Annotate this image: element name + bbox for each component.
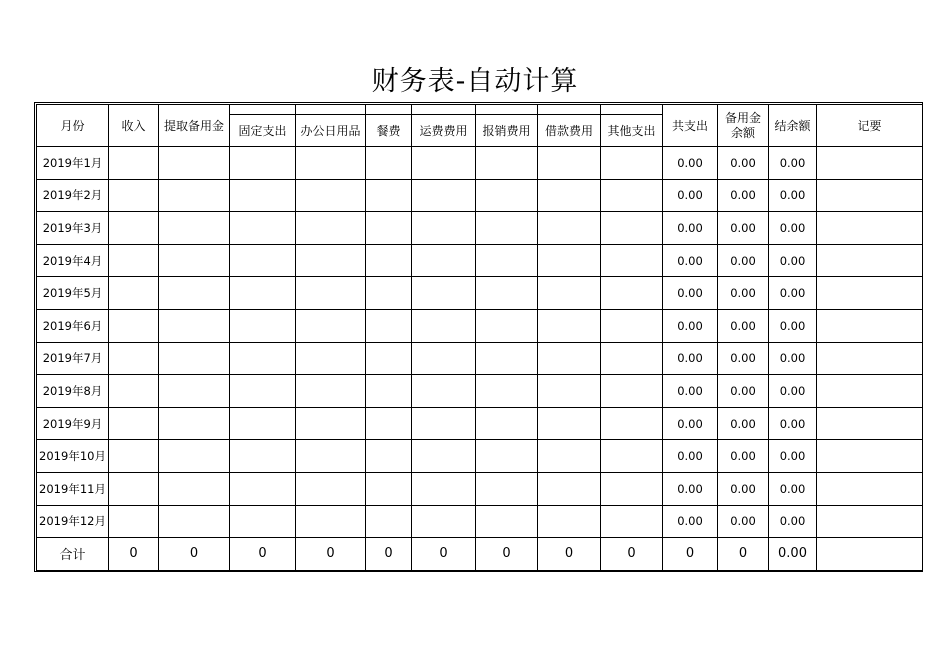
reimburse-cell[interactable] — [476, 179, 538, 212]
income-cell[interactable] — [109, 342, 159, 375]
income-cell[interactable] — [109, 277, 159, 310]
income-cell[interactable] — [109, 244, 159, 277]
transport-cell[interactable] — [412, 309, 476, 342]
meal-cell[interactable] — [366, 342, 412, 375]
header-spacer — [412, 105, 476, 115]
month-cell: 2019年8月 — [37, 375, 109, 408]
reimburse-cell[interactable] — [476, 342, 538, 375]
total-total-expense: 0 — [663, 538, 718, 571]
meal-cell[interactable] — [366, 309, 412, 342]
note-cell[interactable] — [817, 505, 923, 538]
transport-cell[interactable] — [412, 505, 476, 538]
loan-cell[interactable] — [538, 309, 601, 342]
table-row — [37, 244, 923, 277]
note-cell[interactable] — [817, 277, 923, 310]
loan-cell[interactable] — [538, 244, 601, 277]
reimburse-cell[interactable] — [476, 309, 538, 342]
reimburse-cell[interactable] — [476, 440, 538, 473]
table-row — [37, 407, 923, 440]
loan-cell[interactable] — [538, 375, 601, 408]
fixed-cell[interactable] — [230, 212, 296, 245]
total-reserve-balance: 0 — [718, 538, 769, 571]
balance-cell: 0.00 — [769, 309, 817, 342]
total-expense-cell: 0.00 — [663, 342, 718, 375]
income-cell[interactable] — [109, 505, 159, 538]
balance-cell: 0.00 — [769, 277, 817, 310]
note-cell[interactable] — [817, 472, 923, 505]
header-reserve-balance — [718, 105, 769, 147]
month-cell: 2019年11月 — [37, 472, 109, 505]
transport-cell[interactable] — [412, 375, 476, 408]
total-note[interactable] — [817, 538, 923, 571]
balance-cell: 0.00 — [769, 212, 817, 245]
header-month: 月份 — [37, 105, 109, 147]
fixed-cell[interactable] — [230, 375, 296, 408]
balance-cell: 0.00 — [769, 440, 817, 473]
note-cell[interactable] — [817, 440, 923, 473]
header-meal: 餐费 — [366, 115, 412, 147]
loan-cell[interactable] — [538, 505, 601, 538]
office-cell[interactable] — [296, 179, 366, 212]
reserve-balance-cell: 0.00 — [718, 147, 769, 180]
balance-cell: 0.00 — [769, 342, 817, 375]
total-expense-cell: 0.00 — [663, 212, 718, 245]
office-cell[interactable] — [296, 244, 366, 277]
reimburse-cell[interactable] — [476, 505, 538, 538]
total-expense-cell: 0.00 — [663, 179, 718, 212]
loan-cell[interactable] — [538, 277, 601, 310]
table-row — [37, 277, 923, 310]
total-other: 0 — [601, 538, 663, 571]
withdraw-cell[interactable] — [159, 244, 230, 277]
loan-cell[interactable] — [538, 472, 601, 505]
reimburse-cell[interactable] — [476, 407, 538, 440]
header-spacer — [296, 105, 366, 115]
header-reserve-balance-line1: 备用金 — [724, 110, 761, 125]
table-row — [37, 505, 923, 538]
total-fixed: 0 — [230, 538, 296, 571]
header-income: 收入 — [109, 105, 159, 147]
other-cell[interactable] — [601, 407, 663, 440]
month-cell: 2019年9月 — [37, 407, 109, 440]
withdraw-cell[interactable] — [159, 505, 230, 538]
meal-cell[interactable] — [366, 375, 412, 408]
table-row — [37, 309, 923, 342]
loan-cell[interactable] — [538, 407, 601, 440]
transport-cell[interactable] — [412, 277, 476, 310]
month-cell: 2019年4月 — [37, 244, 109, 277]
other-cell[interactable] — [601, 244, 663, 277]
balance-cell: 0.00 — [769, 147, 817, 180]
total-expense-cell: 0.00 — [663, 147, 718, 180]
office-cell[interactable] — [296, 440, 366, 473]
withdraw-cell[interactable] — [159, 440, 230, 473]
fixed-cell[interactable] — [230, 277, 296, 310]
note-cell[interactable] — [817, 407, 923, 440]
fixed-cell[interactable] — [230, 147, 296, 180]
reserve-balance-cell: 0.00 — [718, 375, 769, 408]
table-body — [37, 105, 923, 571]
fixed-cell[interactable] — [230, 505, 296, 538]
header-loan: 借款费用 — [538, 115, 601, 147]
meal-cell[interactable] — [366, 179, 412, 212]
reserve-balance-cell: 0.00 — [718, 277, 769, 310]
income-cell[interactable] — [109, 407, 159, 440]
balance-cell: 0.00 — [769, 179, 817, 212]
withdraw-cell[interactable] — [159, 407, 230, 440]
income-cell[interactable] — [109, 212, 159, 245]
reimburse-cell[interactable] — [476, 375, 538, 408]
office-cell[interactable] — [296, 375, 366, 408]
header-fixed: 固定支出 — [230, 115, 296, 147]
total-expense-cell: 0.00 — [663, 309, 718, 342]
transport-cell[interactable] — [412, 407, 476, 440]
fixed-cell[interactable] — [230, 440, 296, 473]
total-expense-cell: 0.00 — [663, 244, 718, 277]
note-cell[interactable] — [817, 244, 923, 277]
withdraw-cell[interactable] — [159, 212, 230, 245]
header-reserve-balance-line2: 余额 — [730, 125, 755, 140]
month-cell: 2019年1月 — [37, 147, 109, 180]
office-cell[interactable] — [296, 212, 366, 245]
reserve-balance-cell: 0.00 — [718, 179, 769, 212]
finance-sheet — [34, 102, 923, 572]
note-cell[interactable] — [817, 309, 923, 342]
loan-cell[interactable] — [538, 440, 601, 473]
income-cell[interactable] — [109, 309, 159, 342]
reimburse-cell[interactable] — [476, 244, 538, 277]
table-row — [37, 147, 923, 180]
note-cell[interactable] — [817, 342, 923, 375]
header-note: 记要 — [817, 105, 923, 147]
note-cell[interactable] — [817, 179, 923, 212]
other-cell[interactable] — [601, 277, 663, 310]
reserve-balance-cell: 0.00 — [718, 309, 769, 342]
withdraw-cell[interactable] — [159, 277, 230, 310]
total-expense-cell: 0.00 — [663, 472, 718, 505]
transport-cell[interactable] — [412, 440, 476, 473]
header-spacer — [230, 105, 296, 115]
header-transport: 运费费用 — [412, 115, 476, 147]
transport-cell[interactable] — [412, 179, 476, 212]
meal-cell[interactable] — [366, 244, 412, 277]
finance-table — [36, 104, 923, 571]
total-expense-cell: 0.00 — [663, 375, 718, 408]
meal-cell[interactable] — [366, 407, 412, 440]
reimburse-cell[interactable] — [476, 147, 538, 180]
office-cell[interactable] — [296, 309, 366, 342]
other-cell[interactable] — [601, 472, 663, 505]
month-cell: 2019年10月 — [37, 440, 109, 473]
office-cell[interactable] — [296, 147, 366, 180]
transport-cell[interactable] — [412, 147, 476, 180]
other-cell[interactable] — [601, 309, 663, 342]
other-cell[interactable] — [601, 179, 663, 212]
reimburse-cell[interactable] — [476, 472, 538, 505]
loan-cell[interactable] — [538, 179, 601, 212]
income-cell[interactable] — [109, 440, 159, 473]
header-spacer — [366, 105, 412, 115]
month-cell: 2019年12月 — [37, 505, 109, 538]
month-cell: 2019年5月 — [37, 277, 109, 310]
total-label: 合计 — [37, 538, 109, 571]
header-office: 办公日用品 — [296, 115, 366, 147]
office-cell[interactable] — [296, 407, 366, 440]
income-cell[interactable] — [109, 179, 159, 212]
withdraw-cell[interactable] — [159, 472, 230, 505]
transport-cell[interactable] — [412, 472, 476, 505]
total-loan: 0 — [538, 538, 601, 571]
total-row — [37, 538, 923, 571]
meal-cell[interactable] — [366, 212, 412, 245]
total-transport: 0 — [412, 538, 476, 571]
transport-cell[interactable] — [412, 342, 476, 375]
reserve-balance-cell: 0.00 — [718, 472, 769, 505]
loan-cell[interactable] — [538, 147, 601, 180]
other-cell[interactable] — [601, 375, 663, 408]
income-cell[interactable] — [109, 375, 159, 408]
sheet-title: 财务表-自动计算 — [371, 66, 579, 97]
note-cell[interactable] — [817, 147, 923, 180]
total-withdraw: 0 — [159, 538, 230, 571]
month-cell: 2019年7月 — [37, 342, 109, 375]
table-row — [37, 375, 923, 408]
fixed-cell[interactable] — [230, 244, 296, 277]
note-cell[interactable] — [817, 212, 923, 245]
fixed-cell[interactable] — [230, 179, 296, 212]
withdraw-cell[interactable] — [159, 342, 230, 375]
total-reimburse: 0 — [476, 538, 538, 571]
withdraw-cell[interactable] — [159, 147, 230, 180]
total-balance: 0.00 — [769, 538, 817, 571]
withdraw-cell[interactable] — [159, 179, 230, 212]
other-cell[interactable] — [601, 342, 663, 375]
balance-cell: 0.00 — [769, 375, 817, 408]
transport-cell[interactable] — [412, 244, 476, 277]
month-cell: 2019年2月 — [37, 179, 109, 212]
table-row — [37, 472, 923, 505]
other-cell[interactable] — [601, 147, 663, 180]
office-cell[interactable] — [296, 472, 366, 505]
header-balance: 结余额 — [769, 105, 817, 147]
month-cell: 2019年6月 — [37, 309, 109, 342]
note-cell[interactable] — [817, 375, 923, 408]
total-expense-cell: 0.00 — [663, 440, 718, 473]
header-reimburse: 报销费用 — [476, 115, 538, 147]
table-row — [37, 212, 923, 245]
withdraw-cell[interactable] — [159, 375, 230, 408]
header-other: 其他支出 — [601, 115, 663, 147]
total-expense-cell: 0.00 — [663, 407, 718, 440]
transport-cell[interactable] — [412, 212, 476, 245]
table-row — [37, 440, 923, 473]
total-expense-cell: 0.00 — [663, 505, 718, 538]
month-cell: 2019年3月 — [37, 212, 109, 245]
meal-cell[interactable] — [366, 277, 412, 310]
income-cell[interactable] — [109, 472, 159, 505]
balance-cell: 0.00 — [769, 505, 817, 538]
fixed-cell[interactable] — [230, 309, 296, 342]
fixed-cell[interactable] — [230, 342, 296, 375]
reserve-balance-cell: 0.00 — [718, 505, 769, 538]
other-cell[interactable] — [601, 212, 663, 245]
loan-cell[interactable] — [538, 342, 601, 375]
office-cell[interactable] — [296, 342, 366, 375]
meal-cell[interactable] — [366, 505, 412, 538]
reimburse-cell[interactable] — [476, 277, 538, 310]
total-meal: 0 — [366, 538, 412, 571]
loan-cell[interactable] — [538, 212, 601, 245]
balance-cell: 0.00 — [769, 407, 817, 440]
table-row — [37, 342, 923, 375]
total-office: 0 — [296, 538, 366, 571]
header-spacer — [538, 105, 601, 115]
header-total-expense: 共支出 — [663, 105, 718, 147]
office-cell[interactable] — [296, 277, 366, 310]
header-spacer — [601, 105, 663, 115]
other-cell[interactable] — [601, 505, 663, 538]
fixed-cell[interactable] — [230, 407, 296, 440]
reserve-balance-cell: 0.00 — [718, 407, 769, 440]
reimburse-cell[interactable] — [476, 212, 538, 245]
withdraw-cell[interactable] — [159, 309, 230, 342]
income-cell[interactable] — [109, 147, 159, 180]
table-row — [37, 179, 923, 212]
meal-cell[interactable] — [366, 147, 412, 180]
other-cell[interactable] — [601, 440, 663, 473]
total-income: 0 — [109, 538, 159, 571]
reserve-balance-cell: 0.00 — [718, 440, 769, 473]
total-expense-cell: 0.00 — [663, 277, 718, 310]
header-withdraw: 提取备用金 — [159, 105, 230, 147]
reserve-balance-cell: 0.00 — [718, 212, 769, 245]
reserve-balance-cell: 0.00 — [718, 342, 769, 375]
meal-cell[interactable] — [366, 440, 412, 473]
office-cell[interactable] — [296, 505, 366, 538]
balance-cell: 0.00 — [769, 472, 817, 505]
fixed-cell[interactable] — [230, 472, 296, 505]
meal-cell[interactable] — [366, 472, 412, 505]
balance-cell: 0.00 — [769, 244, 817, 277]
reserve-balance-cell: 0.00 — [718, 244, 769, 277]
header-spacer — [476, 105, 538, 115]
